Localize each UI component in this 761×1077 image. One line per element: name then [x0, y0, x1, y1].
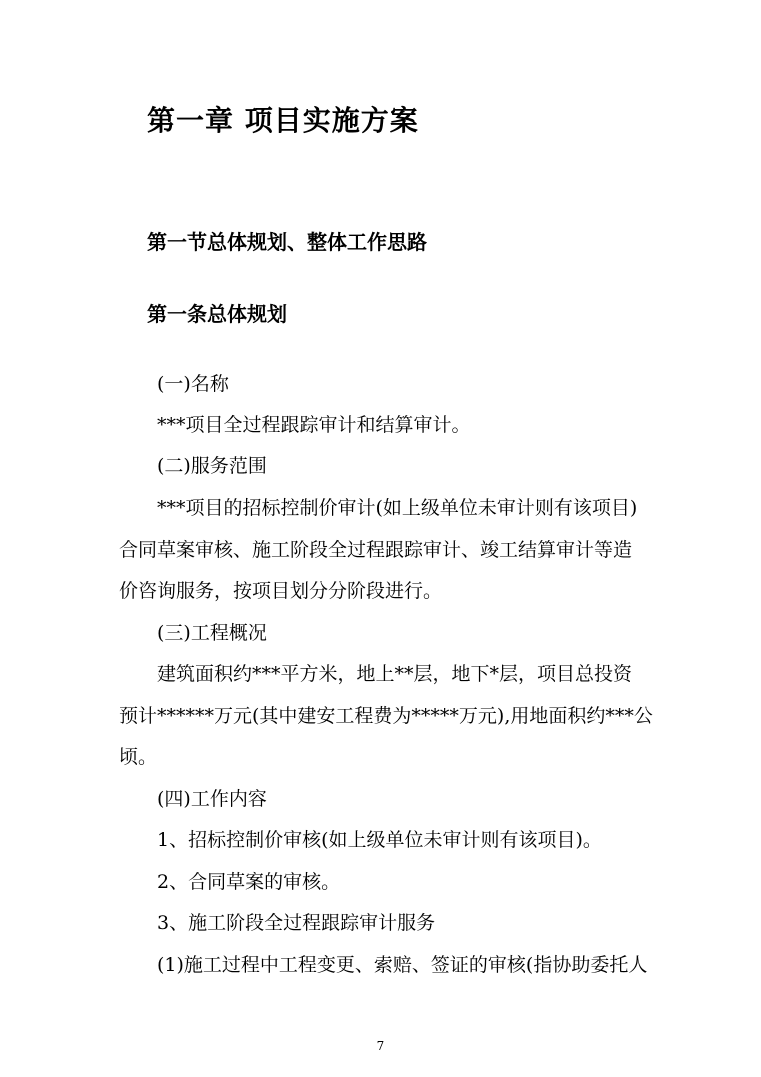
list-item: 3、施工阶段全过程跟踪审计服务 — [157, 912, 436, 934]
page-number: 7 — [376, 1039, 385, 1053]
subheading-name: (一)名称 — [157, 373, 229, 395]
list-item: 2、合同草案的审核。 — [157, 871, 341, 893]
article-title: 第一条总体规划 — [147, 302, 287, 326]
paragraph-line: 预计******万元(其中建安工程费为*****万元),用地面积约***公 — [119, 705, 653, 727]
subheading-project-overview: (三)工程概况 — [157, 622, 267, 644]
subheading-service-scope: (二)服务范围 — [157, 455, 267, 477]
section-title: 第一节总体规划、整体工作思路 — [147, 230, 427, 254]
paragraph-line: 合同草案审核、施工阶段全过程跟踪审计、竣工结算审计等造 — [119, 539, 633, 561]
paragraph-line: 建筑面积约***平方米，地上**层，地下*层，项目总投资 — [157, 663, 633, 685]
paragraph-line: ***项目全过程跟踪审计和结算审计。 — [157, 414, 471, 436]
paragraph-line: ***项目的招标控制价审计(如上级单位未审计则有该项目) — [157, 497, 638, 519]
list-item: 1、招标控制价审核(如上级单位未审计则有该项目)。 — [157, 829, 602, 851]
chapter-title: 第一章 项目实施方案 — [147, 104, 419, 137]
list-item: (1)施工过程中工程变更、索赔、签证的审核(指协助委托人 — [157, 954, 648, 976]
paragraph-line: 价咨询服务，按项目划分分阶段进行。 — [119, 580, 443, 602]
paragraph-line: 顷。 — [119, 746, 158, 768]
subheading-work-content: (四)工作内容 — [157, 788, 267, 810]
